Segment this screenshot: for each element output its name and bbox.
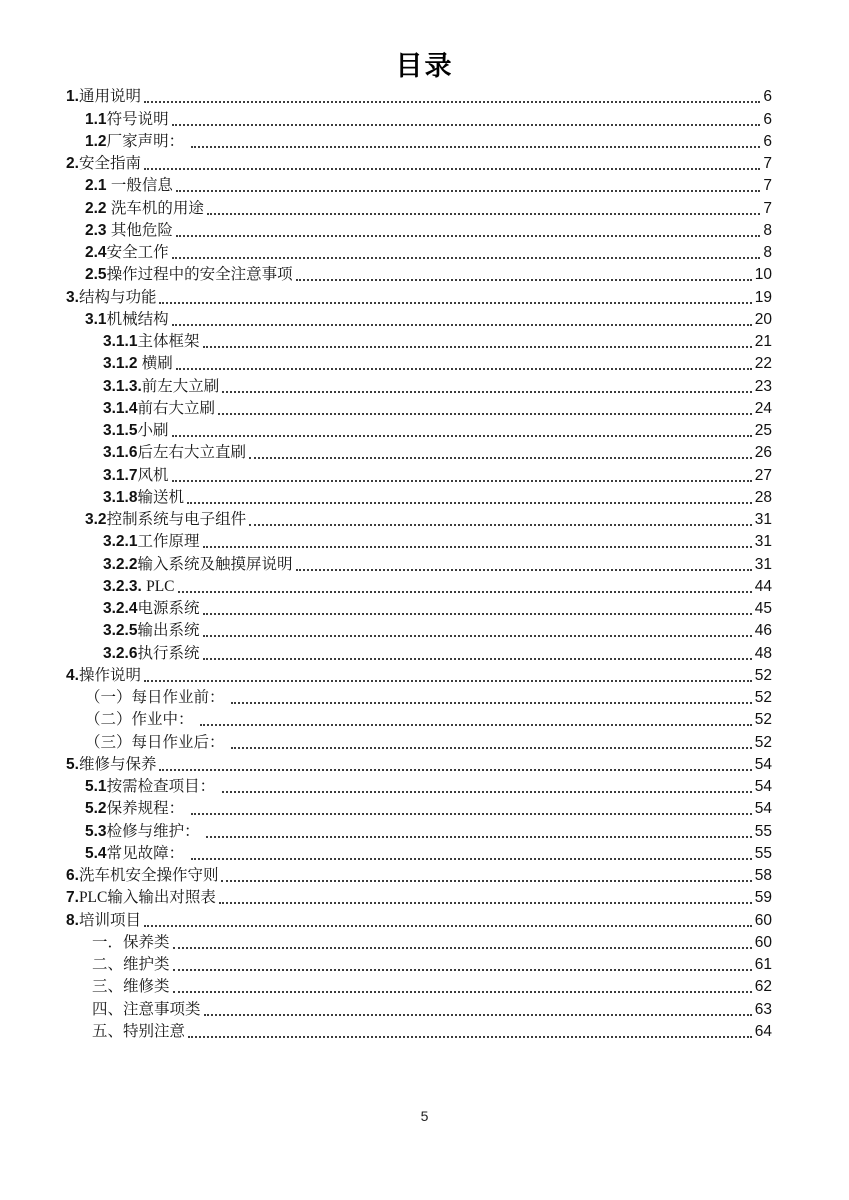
toc-list: [0, 85, 849, 1042]
toc-entry-page: 6: [763, 132, 772, 150]
toc-entry[interactable]: [0, 886, 849, 908]
toc-entry-number: 2.5: [85, 266, 107, 284]
toc-entry-page: 10: [754, 266, 772, 284]
toc-entry-page: 27: [754, 466, 772, 484]
toc-entry-number: 1.: [66, 88, 79, 106]
toc-leader-dots: [172, 480, 752, 482]
toc-entry-number: 3.2: [85, 511, 107, 528]
toc-entry[interactable]: [0, 864, 849, 886]
toc-entry[interactable]: [0, 997, 849, 1019]
toc-leader-dots: [249, 524, 752, 526]
toc-entry-number: 3.1.7: [103, 466, 138, 484]
toc-entry-text: 五、特别注意: [92, 1022, 186, 1040]
toc-entry-number: 3.1.8: [103, 488, 138, 506]
toc-entry-number: 3.1.3.: [103, 377, 142, 395]
toc-entry-page: 62: [754, 978, 772, 996]
toc-entry[interactable]: [0, 352, 849, 374]
toc-entry[interactable]: [0, 419, 849, 441]
toc-leader-dots: [218, 413, 752, 415]
toc-entry-text: 执行系统: [137, 644, 200, 662]
toc-entry-text: 操作说明: [78, 666, 141, 684]
toc-entry[interactable]: [0, 241, 849, 263]
toc-entry-text: 控制系统与电子组件: [106, 511, 247, 528]
toc-entry[interactable]: [0, 85, 849, 107]
toc-entry-page: 7: [763, 177, 772, 195]
toc-entry-page: 6: [763, 110, 772, 128]
toc-entry-text: 维修与保养: [78, 755, 157, 773]
toc-entry[interactable]: [0, 975, 849, 997]
toc-entry-number: 5.4: [85, 844, 107, 862]
toc-entry-text: 四、注意事项类: [92, 1000, 201, 1018]
toc-entry-text: 二、维护类: [92, 956, 170, 973]
toc-entry-text: PLC: [146, 577, 175, 595]
toc-leader-dots: [222, 391, 751, 393]
toc-entry-text: 电源系统: [137, 600, 200, 617]
toc-leader-dots: [172, 257, 761, 259]
toc-leader-dots: [203, 346, 752, 348]
toc-entry[interactable]: [0, 441, 849, 463]
toc-entry-page: 60: [754, 933, 772, 951]
toc-entry-text: 按需检查项目：: [106, 778, 219, 795]
toc-entry-number: 3.1.5: [103, 422, 138, 439]
toc-leader-dots: [144, 925, 752, 927]
toc-leader-dots: [173, 969, 752, 971]
toc-entry-text: 保养规程：: [106, 800, 188, 818]
toc-leader-dots: [249, 457, 752, 459]
toc-entry-text: （二）作业中：: [85, 711, 198, 729]
toc-leader-dots: [144, 168, 760, 170]
toc-entry-number: 6.: [66, 867, 79, 884]
toc-entry-page: 61: [754, 956, 772, 973]
toc-entry-page: 22: [754, 355, 772, 373]
toc-entry-text: 常见故障：: [106, 844, 188, 862]
toc-entry-number: 7.: [66, 889, 79, 907]
toc-entry-page: 59: [754, 889, 772, 907]
toc-entry-text: 培训项目: [78, 911, 141, 929]
toc-entry-number: 2.3: [85, 221, 111, 239]
toc-entry[interactable]: [0, 374, 849, 396]
toc-entry-text: 输入系统及触摸屏说明: [137, 555, 293, 573]
toc-entry[interactable]: [0, 753, 849, 775]
toc-entry[interactable]: [0, 219, 849, 241]
toc-title: 目录: [395, 51, 454, 81]
toc-entry[interactable]: [0, 619, 849, 641]
toc-entry-text: 安全工作: [106, 244, 169, 261]
toc-entry-number: 1.2: [85, 132, 107, 150]
toc-entry-number: 5.2: [85, 800, 107, 818]
toc-entry[interactable]: [0, 463, 849, 485]
toc-leader-dots: [206, 836, 751, 838]
toc-entry-number: 5.1: [85, 778, 107, 795]
toc-leader-dots: [203, 546, 752, 548]
toc-entry[interactable]: [0, 641, 849, 663]
toc-leader-dots: [191, 146, 760, 148]
toc-entry-page: 55: [754, 822, 772, 840]
toc-leader-dots: [159, 302, 751, 304]
toc-entry-number: 3.1.6: [103, 444, 138, 462]
toc-leader-dots: [203, 613, 752, 615]
toc-entry-text: 机械结构: [106, 310, 169, 328]
toc-entry-page: 26: [754, 444, 772, 462]
toc-entry-text: 一般信息: [110, 177, 173, 195]
toc-entry[interactable]: [0, 708, 849, 730]
toc-entry-page: 52: [754, 666, 772, 684]
toc-entry-text: 风机: [137, 466, 169, 484]
toc-leader-dots: [176, 235, 761, 237]
toc-entry[interactable]: [0, 908, 849, 930]
toc-entry-number: 3.2.1: [103, 533, 138, 551]
toc-entry[interactable]: [0, 953, 849, 975]
toc-entry-text: 洗车机安全操作守则: [78, 867, 219, 884]
toc-entry-number: 5.3: [85, 822, 107, 840]
toc-entry[interactable]: [0, 686, 849, 708]
toc-leader-dots: [144, 680, 752, 682]
toc-leader-dots: [231, 747, 751, 749]
toc-entry-page: 48: [754, 644, 772, 662]
toc-entry-number: 3.1: [85, 310, 107, 328]
toc-entry[interactable]: [0, 508, 849, 530]
toc-entry-page: 58: [754, 867, 772, 884]
toc-entry[interactable]: [0, 931, 849, 953]
footer-page-number: 5: [420, 1108, 429, 1124]
toc-entry-page: 19: [754, 288, 772, 306]
toc-entry[interactable]: [0, 552, 849, 574]
toc-entry-number: 3.2.4: [103, 600, 138, 617]
toc-entry[interactable]: [0, 775, 849, 797]
toc-entry[interactable]: [0, 530, 849, 552]
toc-entry[interactable]: [0, 308, 849, 330]
toc-entry-page: 31: [754, 511, 772, 528]
toc-entry-number: 3.2.2: [103, 555, 138, 573]
toc-entry-page: 31: [754, 555, 772, 573]
toc-leader-dots: [173, 947, 752, 949]
toc-entry-page: 23: [754, 377, 772, 395]
toc-entry[interactable]: [0, 330, 849, 352]
toc-entry-page: 63: [754, 1000, 772, 1018]
toc-entry-number: 3.2.3.: [103, 577, 147, 595]
toc-entry-page: 25: [754, 422, 772, 439]
toc-entry[interactable]: [0, 174, 849, 196]
toc-leader-dots: [187, 502, 752, 504]
toc-entry[interactable]: [0, 107, 849, 129]
toc-entry-text: 前右大立刷: [137, 399, 215, 417]
toc-entry-number: 3.1.4: [103, 399, 138, 417]
toc-leader-dots: [207, 213, 761, 215]
toc-leader-dots: [173, 991, 752, 993]
toc-leader-dots: [222, 791, 752, 793]
toc-entry-text: （三）每日作业后：: [85, 733, 229, 751]
toc-leader-dots: [200, 724, 751, 726]
toc-entry-page: 8: [763, 221, 772, 239]
toc-leader-dots: [144, 101, 760, 103]
toc-leader-dots: [204, 1014, 752, 1016]
toc-entry-number: 5.: [66, 755, 79, 773]
toc-entry-number: 1.1: [85, 110, 107, 128]
toc-entry-text: 结构与功能: [78, 288, 157, 306]
toc-entry-text: 其他危险: [110, 221, 173, 239]
toc-leader-dots: [296, 569, 752, 571]
toc-entry-text: 通用说明: [78, 88, 141, 106]
toc-entry-number: 8.: [66, 911, 79, 929]
toc-entry-number: 2.4: [85, 244, 107, 261]
toc-entry-page: 54: [754, 755, 772, 773]
toc-leader-dots: [203, 635, 752, 637]
toc-entry-text: 洗车机的用途: [110, 199, 204, 217]
toc-entry-number: 4.: [66, 666, 79, 684]
toc-entry-page: 46: [754, 622, 772, 640]
toc-entry-text: 主体框架: [137, 333, 200, 350]
toc-entry-number: 3.2.6: [103, 644, 138, 662]
toc-leader-dots: [188, 1036, 752, 1038]
toc-entry-text: 检修与维护：: [106, 822, 204, 840]
toc-entry[interactable]: [0, 130, 849, 152]
toc-entry-page: 54: [754, 800, 772, 818]
toc-entry[interactable]: [0, 819, 849, 841]
toc-entry-page: 6: [763, 88, 772, 106]
toc-entry-page: 24: [754, 399, 772, 417]
toc-entry-text: （一）每日作业前：: [85, 689, 229, 706]
toc-entry[interactable]: [0, 397, 849, 419]
toc-leader-dots: [191, 858, 752, 860]
toc-entry-text: 输送机: [137, 488, 184, 506]
toc-leader-dots: [191, 813, 752, 815]
toc-leader-dots: [172, 124, 761, 126]
toc-entry[interactable]: [0, 152, 849, 174]
toc-entry-page: 20: [754, 310, 772, 328]
toc-entry-number: 2.: [66, 155, 79, 172]
toc-leader-dots: [176, 190, 761, 192]
toc-entry-number: 3.2.5: [103, 622, 138, 640]
toc-entry-page: 7: [763, 155, 772, 172]
toc-leader-dots: [231, 702, 751, 704]
toc-entry[interactable]: [0, 575, 849, 597]
toc-leader-dots: [203, 658, 752, 660]
toc-entry[interactable]: [0, 263, 849, 285]
toc-entry-text: 横刷: [141, 355, 173, 373]
toc-entry-page: 45: [754, 600, 772, 617]
toc-entry[interactable]: [0, 664, 849, 686]
toc-entry[interactable]: [0, 1020, 849, 1042]
toc-entry[interactable]: [0, 597, 849, 619]
toc-leader-dots: [176, 368, 752, 370]
toc-entry[interactable]: [0, 842, 849, 864]
toc-entry-number: 3.: [66, 288, 79, 306]
toc-entry[interactable]: [0, 486, 849, 508]
toc-entry-text: 厂家声明：: [106, 132, 188, 150]
toc-entry-number: 2.1: [85, 177, 111, 195]
toc-leader-dots: [178, 591, 752, 593]
toc-entry[interactable]: [0, 730, 849, 752]
toc-entry-page: 21: [754, 333, 772, 350]
toc-leader-dots: [159, 769, 751, 771]
toc-entry[interactable]: [0, 285, 849, 307]
toc-entry-text: 操作过程中的安全注意事项: [106, 266, 293, 284]
toc-leader-dots: [172, 435, 752, 437]
toc-entry-text: 后左右大立直刷: [137, 444, 246, 462]
toc-entry-text: 符号说明: [106, 110, 169, 128]
toc-entry-page: 54: [754, 778, 772, 795]
toc-leader-dots: [172, 324, 752, 326]
toc-entry-page: 52: [754, 689, 772, 706]
toc-entry-page: 52: [754, 733, 772, 751]
toc-entry-number: 3.1.2: [103, 355, 142, 373]
toc-leader-dots: [296, 279, 752, 281]
toc-entry-text: 输出系统: [137, 622, 200, 640]
toc-entry[interactable]: [0, 797, 849, 819]
toc-entry-text: PLC输入输出对照表: [78, 889, 216, 907]
toc-entry-text: 工作原理: [137, 533, 200, 551]
toc-entry-page: 52: [754, 711, 772, 729]
toc-entry-page: 28: [754, 488, 772, 506]
toc-entry-text: 前左大立刷: [141, 377, 220, 395]
toc-entry-number: 3.1.1: [103, 333, 138, 350]
toc-entry-text: 小刷: [137, 422, 169, 439]
toc-entry-text: 三、维修类: [92, 978, 170, 996]
toc-entry-page: 60: [754, 911, 772, 929]
toc-entry-page: 31: [754, 533, 772, 551]
toc-leader-dots: [219, 902, 752, 904]
toc-entry-text: 一．保养类: [92, 933, 170, 951]
toc-entry-page: 55: [754, 844, 772, 862]
toc-leader-dots: [221, 880, 751, 882]
toc-entry[interactable]: [0, 196, 849, 218]
toc-entry-page: 44: [754, 577, 772, 595]
toc-entry-number: 2.2: [85, 199, 111, 217]
toc-entry-text: 安全指南: [78, 155, 141, 172]
toc-entry-page: 64: [754, 1022, 772, 1040]
toc-entry-page: 7: [763, 199, 772, 217]
toc-entry-page: 8: [763, 244, 772, 261]
